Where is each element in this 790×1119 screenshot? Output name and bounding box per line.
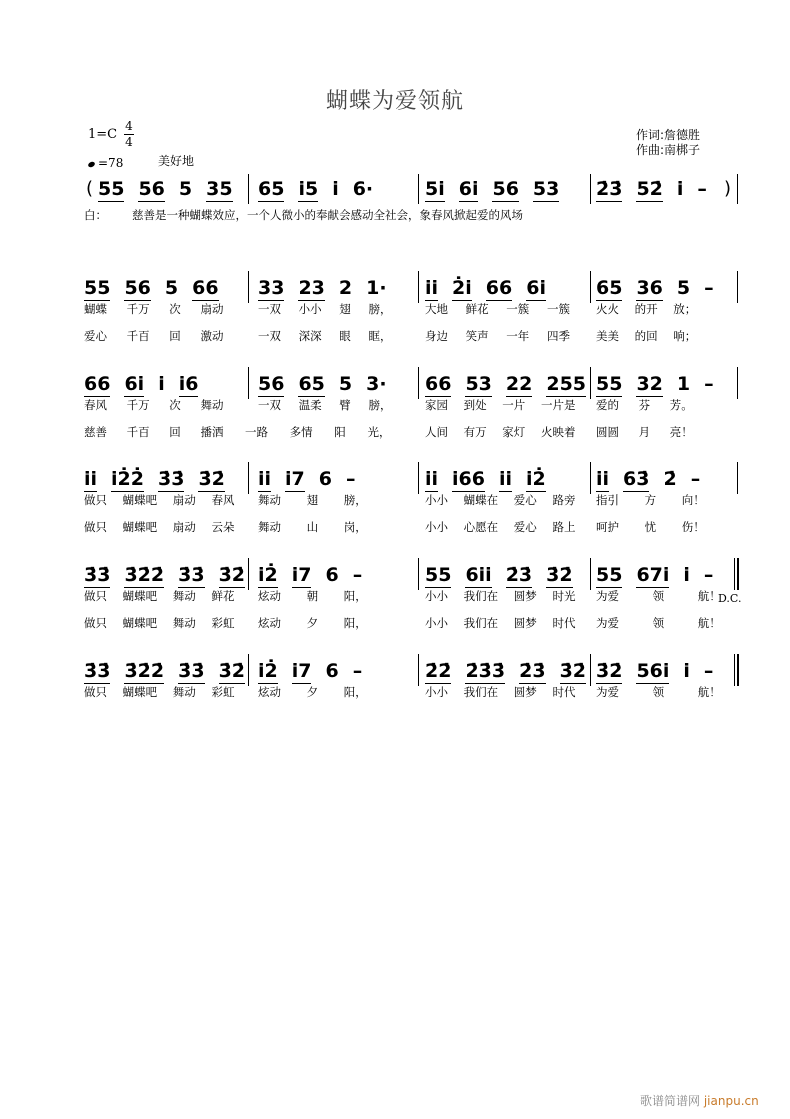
- measure: [425, 660, 600, 684]
- lyrics-verse-2: 爱心 千百 回 激动: [84, 329, 224, 343]
- measure: [258, 373, 401, 397]
- note-group: 56: [138, 178, 165, 200]
- note-group: –: [703, 660, 714, 682]
- barline: [248, 174, 249, 204]
- note-group: 33: [258, 277, 285, 299]
- note-group: i7: [291, 660, 312, 682]
- measure: [84, 277, 233, 301]
- note-group: 3̇3̇: [84, 564, 111, 586]
- barline: [737, 462, 738, 494]
- note-group: 3̇2̇: [198, 468, 225, 490]
- lyrics-verse-1: 小小 蝴蝶在 爱心 路旁: [425, 493, 576, 507]
- measure: [596, 277, 728, 301]
- system-5: [80, 660, 740, 705]
- note-group: 2: [338, 277, 353, 299]
- barline: [418, 558, 419, 590]
- system-3: [80, 468, 740, 538]
- barline: [590, 558, 591, 590]
- note-group: i: [676, 178, 684, 200]
- measure: [596, 564, 727, 588]
- note-group: 2̇3̇: [519, 660, 546, 682]
- barline: [248, 462, 249, 494]
- note-group: i2̇: [258, 660, 278, 682]
- barline: [590, 462, 591, 494]
- note-group: ii: [258, 468, 272, 490]
- lyrics-verse-2: 做只 蝴蝶吧 舞动 彩虹: [84, 616, 235, 630]
- note-group: 5: [338, 373, 353, 395]
- lyrics-verse-2: 呵护 忧 伤！: [596, 520, 705, 534]
- lyrics-verse-2: 舞动 山 岗，: [258, 520, 367, 534]
- note-group: 6: [318, 468, 332, 490]
- note-group: i5: [298, 178, 319, 200]
- time-sig-top: 4: [125, 119, 133, 133]
- lyrics-verse-1: 指引 方 向！: [596, 493, 705, 507]
- note-group: 5: [164, 277, 179, 299]
- spoken-narration: [84, 207, 523, 223]
- note-group: 66: [84, 373, 111, 395]
- time-signature: [124, 120, 134, 149]
- note-group: –: [704, 373, 714, 395]
- note-group: 2̇: [663, 468, 677, 490]
- lyrics-verse-1: 爱的 芬 芳。: [596, 398, 693, 412]
- note-group: 3̇3̇: [157, 468, 185, 490]
- barline: [737, 367, 738, 399]
- measure: [596, 468, 714, 492]
- note-group: 22: [505, 373, 533, 395]
- lyrics-verse-1: 为爱 领 航！: [596, 685, 721, 699]
- note-group: i6: [178, 373, 199, 395]
- system-4: [80, 564, 740, 634]
- note-group: i7: [291, 564, 312, 586]
- measure: [258, 277, 401, 301]
- time-sig-bottom: 4: [125, 135, 133, 149]
- note-group: 3̇2̇: [218, 564, 246, 586]
- measure: [98, 178, 247, 202]
- note-group: 6i: [526, 277, 546, 299]
- note-group: 3̇2̇: [596, 660, 623, 682]
- lyrics-verse-1: 炫动 朝 阳，: [258, 589, 367, 603]
- lyrics-verse-2: 慈善 千百 回 播洒: [84, 425, 224, 439]
- note-group: ii: [498, 468, 513, 490]
- measure: [596, 660, 727, 684]
- measure: [425, 178, 573, 202]
- barline: [418, 367, 419, 399]
- note-group: 67i: [636, 564, 670, 586]
- lyrics-verse-2: 为爱 领 航！: [596, 616, 721, 630]
- note-group: 32: [636, 373, 663, 395]
- lyrics-verse-2: 身边 笑声 一年 四季: [425, 329, 570, 343]
- note-group: 5: [676, 277, 691, 299]
- barline: [418, 654, 419, 686]
- barline: [248, 367, 249, 399]
- note-group: i66: [452, 468, 485, 490]
- note-group: –: [697, 178, 707, 200]
- lyrics-verse-1: 做只 蝴蝶吧 舞动 鲜花: [84, 589, 235, 603]
- note-group: –: [352, 660, 363, 682]
- measure: [258, 564, 376, 588]
- note-group: 1·: [366, 277, 387, 299]
- measure: [84, 564, 259, 588]
- note-group: –: [346, 468, 356, 490]
- note-group: 6i: [458, 178, 479, 200]
- note-group: i2̇: [526, 468, 546, 490]
- note-group: 6·: [352, 178, 374, 200]
- lyrics-verse-2: 圆圆 月 亮！: [596, 425, 693, 439]
- system-1: [80, 277, 740, 347]
- lyrics-verse-2: 小小 我们在 圆梦 时代: [425, 616, 576, 630]
- speech-text: 慈善是一种蝴蝶效应，一个人微小的奉献会感动全社会，象春风掀起爱的风场: [132, 208, 523, 222]
- tempo-marking: [88, 156, 123, 170]
- note-group: 2̇3̇: [596, 178, 623, 200]
- lyrics-verse-2: 一双 深深 眼 眶，: [258, 329, 392, 343]
- note-group: 65: [258, 178, 285, 200]
- lyrics-verse-2: 炫动 夕 阳，: [258, 616, 367, 630]
- lyrics-verse-1: 炫动 夕 阳，: [258, 685, 367, 699]
- barline: [590, 654, 591, 686]
- barline: [590, 271, 591, 303]
- note-group: i: [332, 178, 339, 200]
- measure: [596, 178, 721, 202]
- lyrics-verse-2: 做只 蝴蝶吧 扇动 云朵: [84, 520, 235, 534]
- watermark-site: jianpu.cn: [703, 1094, 759, 1108]
- barline: [418, 271, 419, 303]
- lyrics-verse-1: 家园 到处 一片 一片是: [425, 398, 576, 412]
- note-group: i2̇2̇: [111, 468, 144, 490]
- note-group: 53: [532, 178, 560, 200]
- note-group: 53: [465, 373, 492, 395]
- lyrics-verse-1: 蝴蝶 千万 次 扇动: [84, 302, 224, 316]
- barline: [248, 654, 249, 686]
- lyrics-verse-1: 春风 千万 次 舞动: [84, 398, 224, 412]
- measure: [425, 468, 560, 492]
- note-group: 2̇2̇: [425, 660, 452, 682]
- measure: [84, 660, 259, 684]
- note-group: 6ii: [465, 564, 492, 586]
- note-group: 55: [596, 373, 623, 395]
- barline: [248, 271, 249, 303]
- da-capo-marking: D.C.: [718, 592, 742, 605]
- measure: [258, 178, 387, 202]
- measure: [258, 660, 376, 684]
- note-group: ii: [84, 468, 98, 490]
- note-group: –: [704, 277, 714, 299]
- note-group: 1: [676, 373, 691, 395]
- measure: [84, 468, 239, 492]
- expression-marking: 美好地: [158, 154, 195, 168]
- lyrics-verse-1: 小小 我们在 圆梦 时代: [425, 685, 576, 699]
- close-paren: ): [724, 178, 732, 199]
- note-group: 3̇2̇: [546, 564, 573, 586]
- open-paren: (: [86, 178, 94, 199]
- key-signature: 1=C: [88, 127, 118, 142]
- lyrics-verse-2: 人间 有万 家灯 火映着: [425, 425, 576, 439]
- note-group: 5: [178, 178, 193, 200]
- final-double-barline: [734, 654, 739, 686]
- note-group: –: [703, 564, 714, 586]
- barline: [418, 174, 419, 204]
- note-group: 3̇2̇2̇: [124, 564, 165, 586]
- note-group: 2̇3̇3̇: [465, 660, 506, 682]
- note-group: i7: [285, 468, 305, 490]
- note-group: 65: [298, 373, 325, 395]
- lyrics-verse-1: 火火 的开 放；: [596, 302, 697, 316]
- lyrics-verse-1: 大地 鲜花 一簇 一簇: [425, 302, 570, 316]
- measure: [596, 373, 728, 397]
- note-group: 255: [546, 373, 587, 395]
- note-group: 66: [425, 373, 452, 395]
- note-group: –: [690, 468, 701, 490]
- barline: [737, 174, 738, 204]
- lyrics-verse-2: 美美 的回 响；: [596, 329, 697, 343]
- note-group: 55: [596, 564, 623, 586]
- lyrics-verse-1: 一双 温柔 臂 膀，: [258, 398, 392, 412]
- note-group: i2̇: [258, 564, 278, 586]
- note-group: i: [158, 373, 165, 395]
- note-group: i: [683, 660, 690, 682]
- barline: [418, 462, 419, 494]
- note-group: 3̇2̇: [559, 660, 587, 682]
- barline: [737, 271, 738, 303]
- note-group: 56: [492, 178, 519, 200]
- speech-label: 白：: [84, 208, 107, 222]
- measure: [84, 373, 212, 397]
- lyrics-verse-1: 舞动 翅 膀，: [258, 493, 367, 507]
- credits: [636, 128, 700, 158]
- note-group: 3̇2̇2̇: [124, 660, 165, 682]
- lyrics-verse-1: 为爱 领 航！: [596, 589, 721, 603]
- note-group: 65: [596, 277, 623, 299]
- note-group: 6: [325, 564, 339, 586]
- intro-system: [80, 178, 740, 208]
- tempo-value: =78: [98, 156, 124, 170]
- note-group: 5i: [425, 178, 445, 200]
- note-group: 66: [192, 277, 219, 299]
- note-group: 6i: [124, 373, 145, 395]
- lyricist: 作词:詹德胜: [636, 128, 701, 142]
- barline: [590, 174, 591, 204]
- note-group: 55: [84, 277, 111, 299]
- note-group: ii: [425, 468, 439, 490]
- lyrics-verse-2: 一路 多情 阳 光，: [245, 425, 391, 439]
- note-group: 23: [298, 277, 325, 299]
- composer: 作曲:南梆子: [636, 143, 701, 157]
- note-group: 6: [325, 660, 339, 682]
- note-group: i: [683, 564, 690, 586]
- measure: [258, 468, 370, 492]
- quarter-note-icon: [87, 161, 95, 168]
- note-group: 55: [98, 178, 125, 200]
- lyrics-verse-1: 一双 小小 翅 膀，: [258, 302, 392, 316]
- measure: [425, 564, 587, 588]
- watermark-cn: 歌谱简谱网: [640, 1094, 701, 1108]
- note-group: ii: [596, 468, 610, 490]
- note-group: 2̇3̇: [505, 564, 533, 586]
- barline: [248, 558, 249, 590]
- note-group: 3·: [366, 373, 387, 395]
- measure: [425, 277, 560, 301]
- lyrics-verse-1: 做只 蝴蝶吧 舞动 彩虹: [84, 685, 235, 699]
- note-group: –: [352, 564, 363, 586]
- note-group: ii: [425, 277, 439, 299]
- note-group: 36: [636, 277, 663, 299]
- final-double-barline: [734, 558, 739, 590]
- note-group: 56i: [636, 660, 670, 682]
- lyrics-verse-1: 小小 我们在 圆梦 时光: [425, 589, 576, 603]
- note-group: 63̇: [623, 468, 650, 490]
- note-group: 35: [206, 178, 233, 200]
- barline: [590, 367, 591, 399]
- system-2: [80, 373, 740, 443]
- song-title: 蝴蝶为爱领航: [325, 89, 464, 114]
- note-group: 3̇3̇: [178, 564, 205, 586]
- note-group: 66: [485, 277, 513, 299]
- note-group: 56: [124, 277, 151, 299]
- note-group: 55: [425, 564, 452, 586]
- note-group: 3̇2̇: [218, 660, 246, 682]
- watermark: [640, 1092, 759, 1109]
- lyrics-verse-1: 做只 蝴蝶吧 扇动 春风: [84, 493, 235, 507]
- measure: [425, 373, 600, 397]
- note-group: 3̇3̇: [178, 660, 205, 682]
- note-group: 56: [258, 373, 285, 395]
- note-group: 2̇i: [452, 277, 472, 299]
- note-group: 52̇: [636, 178, 663, 200]
- note-group: 3̇3̇: [84, 660, 111, 682]
- lyrics-verse-2: 小小 心愿在 爱心 路上: [425, 520, 576, 534]
